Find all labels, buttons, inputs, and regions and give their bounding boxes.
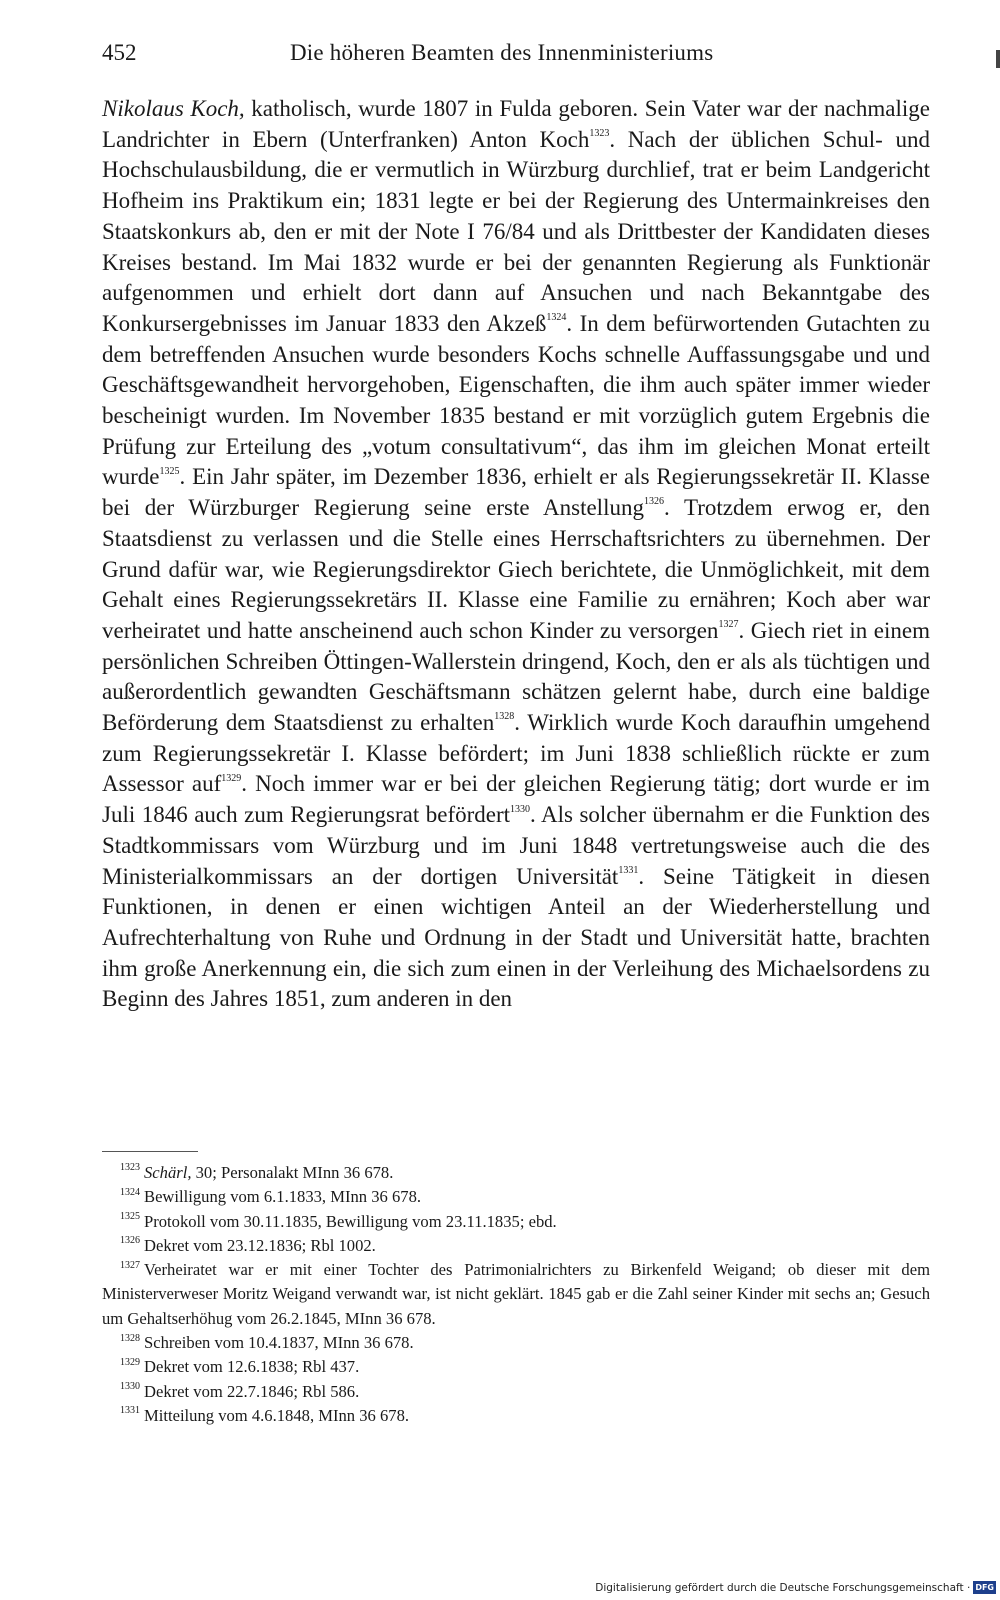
body-text-segment: . Noch immer war er bei der gleichen Regierung tätig; dort wurde er im Juli 1846 auch zum Regierungsrat befördert bbox=[102, 771, 930, 828]
footnote-reference[interactable]: 1323 bbox=[589, 128, 610, 140]
footnote-text: Schreiben vom 10.4.1837, MInn 36 678. bbox=[144, 1333, 414, 1353]
footnote-item bbox=[102, 1161, 930, 1185]
footnote-number: 1323 bbox=[120, 1162, 140, 1174]
footnote-text: Verheiratet war er mit einer Tochter des Patrimonialrichters zu Birkenfeld Weigand; ob dieser mit dem Ministerverweser Moritz Weigand verwandt war, ist nicht geklärt. 1845 gab er die Zahl seiner Kinder mit sechs an; Gesuch um Gehaltserhöhug vom 26.2.1845, MInn 36 678. bbox=[102, 1260, 930, 1328]
footnote-reference[interactable]: 1327 bbox=[718, 619, 739, 631]
body-text-segment: . Wirklich wurde Koch daraufhin umgehend zum Regierungssekretär I. Klasse befördert; im Juni 1838 schließlich rückte er zum Assessor auf bbox=[102, 710, 930, 797]
page-header bbox=[102, 40, 930, 74]
footnote-number: 1328 bbox=[120, 1332, 140, 1344]
page-number: 452 bbox=[102, 40, 137, 65]
footnote-text: 30; Personalakt MInn 36 678. bbox=[191, 1163, 394, 1182]
footnote-text: Bewilligung vom 6.1.1833, MInn 36 678. bbox=[144, 1187, 422, 1207]
footnote-reference[interactable]: 1330 bbox=[510, 803, 531, 815]
footnote-number: 1329 bbox=[120, 1356, 140, 1368]
person-name: Nikolaus Koch, bbox=[102, 96, 245, 121]
body-text-segment: . Ein Jahr später, im Dezember 1836, erhielt er als Regierungssekretär II. Klasse bei der Würzburger Regierung seine erste Anstellung bbox=[102, 464, 930, 521]
body-text-segment: . Nach der üblichen Schul- und Hochschulausbildung, die er vermutlich in Würzburg durchlief, trat er beim Landgericht Hofheim ins Praktikum ein; 1831 legte er bei der Regierung des Untermainkreises den Staatskonkurs ab, den er mit der Note I 76/84 und als Drittbester der Kandidaten dieses Kreises bestand. Im Mai 1832 wurde er bei der genannten Regierung als Funktionär aufgenommen und erhielt dort dann auf Ansuchen und nach Bekanntgabe des Konkursergebnisses im Januar 1833 den Akzeß bbox=[102, 126, 930, 336]
footnote-text: Dekret vom 12.6.1838; Rbl 437. bbox=[144, 1357, 360, 1377]
footnote-text: Dekret vom 23.12.1836; Rbl 1002. bbox=[144, 1235, 376, 1255]
footnote-text: Protokoll vom 30.11.1835, Bewilligung vom 23.11.1835; ebd. bbox=[144, 1211, 557, 1231]
footnote-number: 1327 bbox=[120, 1259, 140, 1271]
footnote-text: Dekret vom 22.7.1846; Rbl 586. bbox=[144, 1381, 360, 1401]
body-text-segment: . Giech riet in einem persönlichen Schreiben Öttingen-Wallerstein dringend, Koch, den er als als tüchtigen und außerordentlich gewandten Geschäftsmann schätzen gelernt habe, durch eine baldige Beförderung dem Staatsdienst zu erhalten bbox=[102, 617, 930, 736]
footnote-list bbox=[102, 1161, 930, 1428]
footnote-item bbox=[102, 1355, 930, 1379]
footnote-divider bbox=[102, 1151, 198, 1152]
footnote-number: 1330 bbox=[120, 1381, 140, 1393]
body-text-segment: . Als solcher übernahm er die Funktion des Stadtkommissars vom Würzburg und im Juni 1848 vertretungsweise auch die des Ministerialkommissars an der dortigen Universität bbox=[102, 802, 931, 889]
footnote-number: 1324 bbox=[120, 1186, 140, 1198]
footnote-item bbox=[102, 1210, 930, 1234]
footnote-citation-author: Schärl, bbox=[144, 1163, 192, 1182]
footnote-reference[interactable]: 1331 bbox=[618, 864, 639, 876]
footnote-reference[interactable]: 1326 bbox=[643, 496, 664, 508]
footnote-reference[interactable]: 1328 bbox=[494, 711, 515, 723]
body-text-segment: . Trotzdem erwog er, den Staatsdienst zu verlassen und die Stelle eines Herrschaftsrichters zu übernehmen. Der Grund dafür war, wie Regierungsdirektor Giech berichtete, die Unmöglichkeit, mit dem Gehalt eines Regierungssekretärs II. Klasse eine Familie zu ernähren; Koch aber war verheiratet und hatte anscheinend auch schon Kinder zu versorgen bbox=[102, 495, 930, 643]
body-text-segment: katholisch, wurde 1807 in Fulda geboren. Sein Vater war der nachmalige Landrichter in Ebern (Unterfranken) Anton Koch bbox=[102, 96, 930, 152]
footnote-reference[interactable]: 1324 bbox=[546, 312, 567, 324]
body-text-segment: . In dem befürwortenden Gutachten zu dem betreffenden Ansuchen wurde besonders Kochs schnelle Auffassungsgabe und und Geschäftsgewandheit hervorgehoben, Eigenschaften, die ihm auch später immer wieder bescheinigt wurden. Im November 1835 bestand er mit vorzüglich gutem Ergebnis die Prüfung zur Erteilung des „votum consultativum“, das ihm im gleichen Monat erteilt wurde bbox=[102, 310, 930, 490]
running-head: Die höheren Beamten des Innenministeriums bbox=[290, 40, 714, 65]
footnote-item bbox=[102, 1380, 930, 1404]
footnote-item bbox=[102, 1404, 930, 1428]
footnote-reference[interactable]: 1329 bbox=[221, 772, 242, 784]
page-edge-mark bbox=[996, 50, 1000, 68]
footnote-item bbox=[102, 1185, 930, 1209]
footnote-number: 1326 bbox=[120, 1235, 140, 1247]
footnote-text: Mitteilung vom 4.6.1848, MInn 36 678. bbox=[144, 1405, 410, 1425]
footnote-item bbox=[102, 1331, 930, 1355]
footnote-number: 1325 bbox=[120, 1211, 140, 1223]
footnote-item bbox=[102, 1258, 930, 1331]
footnote-item bbox=[102, 1234, 930, 1258]
dfg-logo-icon: DFG bbox=[975, 1583, 994, 1592]
body-paragraph bbox=[102, 94, 930, 1015]
credit-text: Digitalisierung gefördert durch die Deutsche Forschungsgemeinschaft · bbox=[595, 1581, 971, 1594]
footnote-number: 1331 bbox=[120, 1405, 140, 1417]
body-text-segment: . Seine Tätigkeit in diesen Funktionen, in denen er einen wichtigen Anteil an der Wiederherstellung und Aufrechterhaltung von Ruhe und Ordnung in der Stadt und Universität hatte, brachten ihm große Anerkennung ein, die sich zum einen in der Verleihung des Michaelsordens zu Beginn des Jahres 1851, zum anderen in den bbox=[102, 863, 930, 1012]
digitization-credit bbox=[595, 1581, 996, 1594]
footnote-reference[interactable]: 1325 bbox=[159, 465, 180, 477]
